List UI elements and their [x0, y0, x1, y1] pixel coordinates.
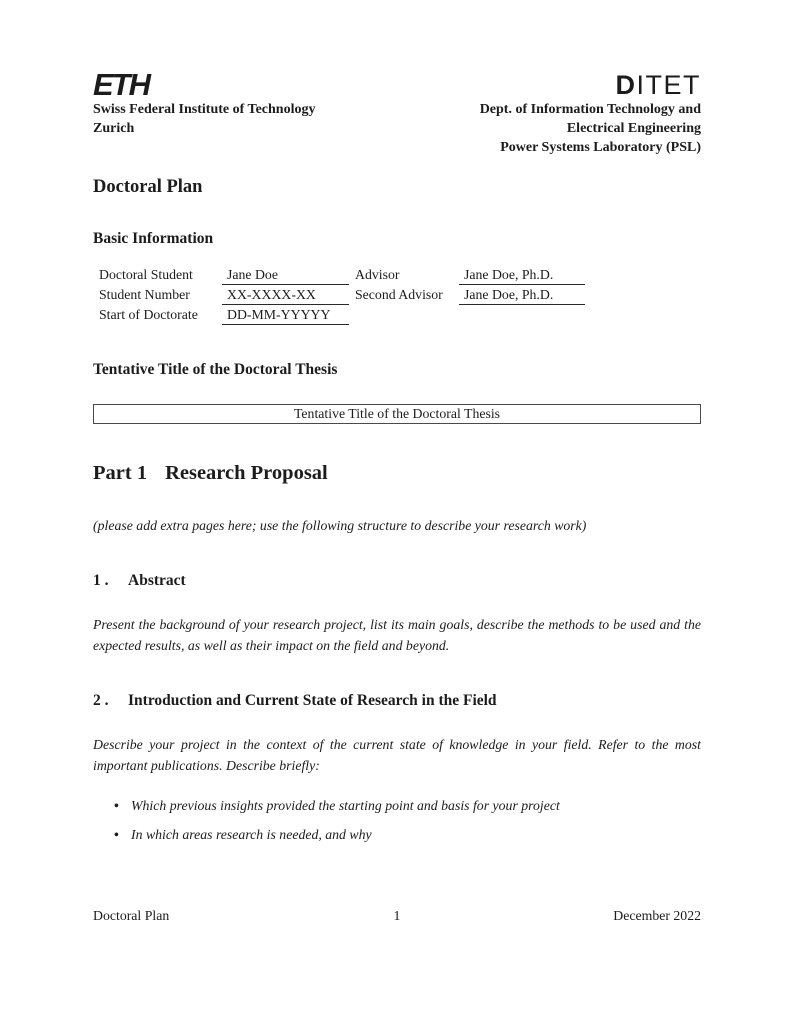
tentative-title-box — [93, 404, 701, 424]
part1-note: (please add extra pages here; use the following structure to describe your research work) — [93, 518, 587, 533]
eth-logo: ETH — [93, 67, 149, 102]
part1-title: Research Proposal — [165, 462, 328, 484]
tentative-title-box-text: Tentative Title of the Doctoral Thesis — [293, 406, 501, 421]
field-value-start-of-doctorate: DD-MM-YYYYY — [222, 305, 349, 325]
empty-cell — [355, 305, 459, 325]
field-value-advisor: Jane Doe, Ph.D. — [459, 265, 585, 285]
field-label-second-advisor: Second Advisor — [355, 287, 443, 302]
header-left — [93, 67, 316, 157]
bullet-item: • Which previous insights provided the starting point and basis for your project — [93, 797, 701, 814]
section1-title: Abstract — [128, 572, 186, 589]
document-title: Doctoral Plan — [93, 177, 203, 197]
section2-title: Introduction and Current State of Research in the Field — [128, 692, 497, 709]
ditet-logo-itet: ITET — [636, 70, 701, 100]
org-name-line2: Zurich — [93, 121, 135, 136]
field-label-student-number: Student Number — [99, 287, 190, 302]
part1-number: Part 1 — [93, 462, 148, 484]
dept-line3: Power Systems Laboratory (PSL) — [500, 140, 701, 155]
ditet-logo-d: D — [615, 70, 637, 100]
empty-cell — [459, 305, 585, 325]
field-label-advisor: Advisor — [355, 267, 400, 282]
section2-body: Describe your project in the context of the current state of knowledge in your field. Refer to the most important publications. Describe briefly: — [93, 737, 701, 773]
org-name-line1: Swiss Federal Institute of Technology — [93, 102, 316, 117]
field-label-start-of-doctorate: Start of Doctorate — [99, 307, 198, 322]
bullet-item: • In which areas research is needed, and why — [93, 826, 701, 843]
section1-number: 1 . — [93, 572, 109, 589]
ditet-logo — [480, 70, 701, 100]
basic-info-table — [99, 265, 701, 325]
document-header — [93, 67, 701, 157]
section2-bullet-list — [93, 797, 701, 843]
tentative-title-heading: Tentative Title of the Doctoral Thesis — [93, 361, 338, 378]
section2-heading — [93, 692, 701, 710]
dept-line2: Electrical Engineering — [566, 121, 701, 136]
page-footer — [93, 908, 701, 928]
footer-document-name: Doctoral Plan — [93, 908, 170, 923]
header-right — [480, 70, 701, 157]
dept-line1: Dept. of Information Technology and — [479, 102, 701, 117]
footer-page-number: 1 — [393, 908, 401, 923]
footer-date: December 2022 — [613, 908, 701, 923]
part1-heading — [93, 462, 701, 485]
field-value-student-number: XX-XXXX-XX — [222, 285, 349, 305]
field-value-second-advisor: Jane Doe, Ph.D. — [459, 285, 585, 305]
basic-information-heading: Basic Information — [93, 230, 214, 247]
section1-heading — [93, 572, 701, 590]
field-value-doctoral-student: Jane Doe — [222, 265, 349, 285]
section2-number: 2 . — [93, 692, 109, 709]
section1-body: Present the background of your research project, list its main goals, describe the methods to be used and the expected results, as well as their impact on the field and beyond. — [93, 617, 701, 653]
field-label-doctoral-student: Doctoral Student — [99, 267, 193, 282]
